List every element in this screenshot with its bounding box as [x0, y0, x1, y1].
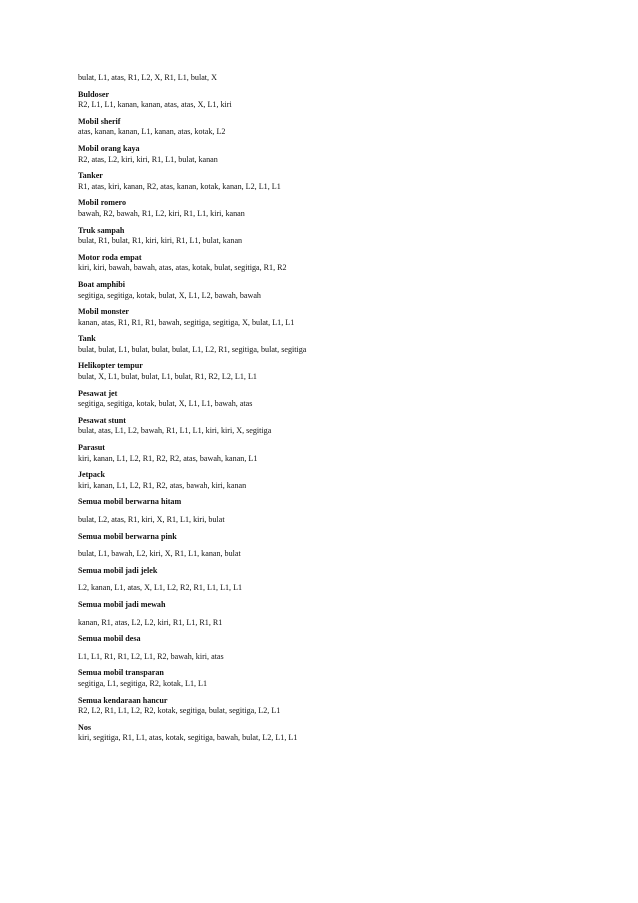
cheat-code: kiri, segitiga, R1, L1, atas, kotak, segitiga, bawah, bulat, L2, L1, L1	[78, 733, 298, 743]
cheat-code: kanan, atas, R1, R1, R1, bawah, segitiga, segitiga, X, bulat, L1, L1	[78, 317, 295, 327]
cheat-title: Mobil orang kaya	[78, 143, 140, 153]
cheat-entry	[78, 497, 618, 525]
intro-code-line: bulat, L1, atas, R1, L2, X, R1, L1, bulat, X	[78, 73, 217, 82]
cheat-entry	[78, 634, 618, 662]
cheat-code: bulat, L1, bawah, L2, kiri, X, R1, L1, kanan, bulat	[78, 549, 241, 559]
cheat-entry	[78, 171, 618, 192]
cheat-entry	[78, 198, 618, 219]
cheat-code: segitiga, segitiga, kotak, bulat, X, L1, L1, bawah, atas	[78, 399, 253, 409]
cheat-entry	[78, 280, 618, 301]
cheat-entry	[78, 470, 618, 491]
cheat-title: Mobil romero	[78, 198, 127, 208]
cheat-code: R1, atas, kiri, kanan, R2, atas, kanan, kotak, kanan, L2, L1, L1	[78, 181, 281, 191]
cheat-code: kiri, kiri, bawah, bawah, atas, atas, kotak, bulat, segitiga, R1, R2	[78, 263, 287, 273]
cheat-title: Mobil sherif	[78, 116, 121, 126]
cheat-code: bulat, X, L1, bulat, bulat, L1, bulat, R1, R2, L2, L1, L1	[78, 372, 257, 382]
cheat-entry	[78, 723, 618, 744]
cheat-code: bulat, R1, bulat, R1, kiri, kiri, R1, L1, bulat, kanan	[78, 236, 243, 246]
cheat-entry	[78, 144, 618, 165]
cheat-code: R2, atas, L2, kiri, kiri, R1, L1, bulat, kanan	[78, 154, 218, 164]
cheat-title: Semua mobil transparan	[78, 668, 164, 678]
cheat-list-vehicle-colors	[78, 497, 618, 662]
cheat-entry	[78, 532, 618, 560]
cheat-entry	[78, 334, 618, 355]
cheat-title: Helikopter tempur	[78, 361, 143, 371]
cheat-title: Semua mobil desa	[78, 634, 141, 644]
cheat-code: bulat, bulat, L1, bulat, bulat, bulat, L1, L2, R1, segitiga, bulat, segitiga	[78, 344, 307, 354]
cheat-title: Nos	[78, 722, 92, 732]
cheat-code: R2, L1, L1, kanan, kanan, atas, atas, X, L1, kiri	[78, 100, 232, 110]
cheat-entry	[78, 307, 618, 328]
cheat-entry	[78, 389, 618, 410]
cheat-entry	[78, 696, 618, 717]
cheat-code: kanan, R1, atas, L2, L2, kiri, R1, L1, R1, R1	[78, 617, 223, 627]
cheat-entry	[78, 361, 618, 382]
cheat-code: segitiga, L1, segitiga, R2, kotak, L1, L1	[78, 678, 208, 688]
cheat-entry	[78, 253, 618, 274]
cheat-title: Semua mobil berwarna hitam	[78, 497, 182, 507]
cheat-code: L2, kanan, L1, atas, X, L1, L2, R2, R1, L1, L1, L1	[78, 583, 243, 593]
cheat-entry	[78, 416, 618, 437]
document-page	[78, 73, 618, 750]
cheat-list-tail	[78, 668, 618, 744]
cheat-title: Jetpack	[78, 470, 105, 480]
intro-entry	[78, 73, 618, 84]
cheat-code: L1, L1, R1, R1, L2, L1, R2, bawah, kiri, atas	[78, 651, 224, 661]
cheat-entry	[78, 90, 618, 111]
cheat-title: Pesawat stunt	[78, 415, 126, 425]
cheat-code: atas, kanan, kanan, L1, kanan, atas, kotak, L2	[78, 127, 226, 137]
cheat-title: Boat amphibi	[78, 279, 126, 289]
cheat-title: Semua kendaraan hancur	[78, 695, 168, 705]
cheat-entry	[78, 226, 618, 247]
cheat-title: Semua mobil jadi mewah	[78, 599, 166, 609]
cheat-entry	[78, 566, 618, 594]
cheat-entry	[78, 668, 618, 689]
cheat-title: Semua mobil jadi jelek	[78, 565, 158, 575]
cheat-code: segitiga, segitiga, kotak, bulat, X, L1, L2, bawah, bawah	[78, 290, 261, 300]
cheat-code: bawah, R2, bawah, R1, L2, kiri, R1, L1, kiri, kanan	[78, 208, 245, 218]
cheat-code: kiri, kanan, L1, L2, R1, R2, atas, bawah, kiri, kanan	[78, 480, 247, 490]
cheat-list	[78, 90, 618, 492]
cheat-title: Buldoser	[78, 89, 110, 99]
cheat-title: Mobil monster	[78, 307, 130, 317]
cheat-code: bulat, atas, L1, L2, bawah, R1, L1, L1, kiri, kiri, X, segitiga	[78, 426, 272, 436]
cheat-title: Motor roda empat	[78, 252, 142, 262]
cheat-title: Semua mobil berwarna pink	[78, 531, 177, 541]
cheat-entry	[78, 117, 618, 138]
cheat-title: Tank	[78, 334, 96, 344]
cheat-title: Tanker	[78, 171, 103, 181]
cheat-title: Pesawat jet	[78, 388, 118, 398]
cheat-entry	[78, 600, 618, 628]
cheat-title: Parasut	[78, 443, 105, 453]
cheat-code: bulat, L2, atas, R1, kiri, X, R1, L1, kiri, bulat	[78, 515, 225, 524]
cheat-title: Truk sampah	[78, 225, 125, 235]
cheat-code: R2, L2, R1, L1, L2, R2, kotak, segitiga, bulat, segitiga, L2, L1	[78, 706, 281, 716]
cheat-entry	[78, 443, 618, 464]
cheat-code: kiri, kanan, L1, L2, R1, R2, R2, atas, bawah, kanan, L1	[78, 453, 258, 463]
